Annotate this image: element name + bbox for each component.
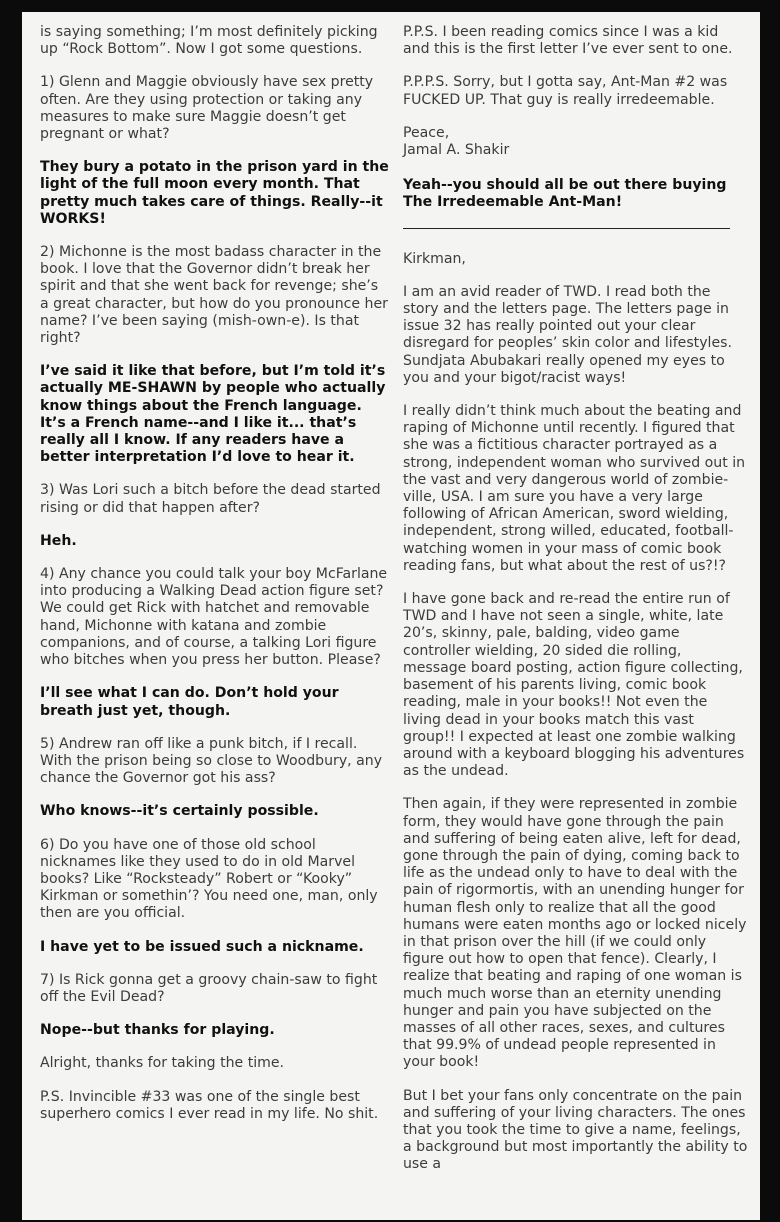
letter-paragraph: I am an avid reader of TWD. I read both the story and the letters page. The letters page in issue 32 has really pointed out your clear disregard for peoples’ skin color and lifestyles. Sundjata Abubakari really opened my eyes to you and your bigot/racist ways! xyxy=(403,283,732,386)
editor-reply: I’ll see what I can do. Don’t hold your breath just yet, though. xyxy=(40,685,339,719)
letter-paragraph: Alright, thanks for taking the time. xyxy=(40,1055,285,1072)
right-column xyxy=(403,24,749,1190)
editor-reply: I have yet to be issued such a nickname. xyxy=(40,938,364,955)
letter-paragraph: 5) Andrew ran off like a punk bitch, if I recall. With the prison being so close to Woodbury, any chance the Governor got his ass? xyxy=(40,735,383,787)
editor-reply: Nope--but thanks for playing. xyxy=(40,1022,275,1039)
letter-paragraph: 6) Do you have one of those old school nicknames like they used to do in old Marvel books? Like “Rocksteady” Robert or “Kooky” Kirkman or somethin’? You need one, man, only then are you official. xyxy=(40,836,378,922)
letter-signature xyxy=(403,125,749,159)
letter-paragraph: Then again, if they were represented in zombie form, they would have gone through the pain and suffering of being eaten alive, left for dead, gone through the pain of dying, coming back to life as the undead only to have to deal with the pain of rigormortis, with an unending hunger for human flesh only to realize that all the good humans were eaten months ago or locked nicely in that prison over the hill (if we could only figure out how to open that fence). Clearly, I realize that beating and raping of one woman is much much worse than an eternity unending hunger and pain you have subjected on the masses of all other races, sexes, and cultures that 99.9% of undead people represented in your book! xyxy=(403,796,747,1071)
letter-paragraph: P.P.P.S. Sorry, but I gotta say, Ant-Man #2 was FUCKED UP. That guy is really irredeemable. xyxy=(403,74,728,108)
editor-reply: Heh. xyxy=(40,532,77,549)
letter-paragraph: But I bet your fans only concentrate on the pain and suffering of your living characters. The ones that you took the time to give a name, feelings, a background but most importantly the ability to use a xyxy=(403,1087,748,1173)
left-column xyxy=(40,24,390,1139)
letter-divider xyxy=(403,228,730,229)
letter-paragraph: is saying something; I’m most definitely picking up “Rock Bottom”. Now I got some questions. xyxy=(40,24,378,58)
editor-reply: Who knows--it’s certainly possible. xyxy=(40,803,319,820)
letter-paragraph: P.P.S. I been reading comics since I was a kid and this is the first letter I’ve ever sent to one. xyxy=(403,24,733,58)
letter-paragraph: 7) Is Rick gonna get a groovy chain-saw to fight off the Evil Dead? xyxy=(40,971,378,1005)
letter-salutation: Kirkman, xyxy=(403,250,466,267)
letter-paragraph: 3) Was Lori such a bitch before the dead started rising or did that happen after? xyxy=(40,482,381,516)
letter-paragraph: P.S. Invincible #33 was one of the single best superhero comics I ever read in my life. No shit. xyxy=(40,1088,379,1122)
letter-paragraph: I have gone back and re-read the entire run of TWD and I have not seen a single, white, late 20’s, skinny, pale, balding, video game controller wielding, 20 sided die rolling, message board posting, action figure collecting, basement of his parents living, comic book reading, male in your books!! Not even the living dead in your books match this vast group!! I expected at least one zombie walking around with a keyboard blogging his adventures as the undead. xyxy=(403,591,745,780)
editor-reply: Yeah--you should all be out there buying The Irredeemable Ant-Man! xyxy=(403,177,727,211)
letters-page xyxy=(22,12,760,1220)
letter-paragraph: 2) Michonne is the most badass character in the book. I love that the Governor didn’t break her spirit and that she went back for revenge; she’s a great character, but how do you pronounce her name? I’ve been saying (mish-own-e). Is that right? xyxy=(40,244,388,347)
signature-name: Jamal A. Shakir xyxy=(403,142,510,159)
editor-reply: I’ve said it like that before, but I’m told it’s actually ME-SHAWN by people who actually know things about the French language. It’s a French name--and I like it... that’s really all I know. If any readers have a better interpretation I’d love to hear it. xyxy=(40,363,386,466)
signature-closing: Peace, xyxy=(403,124,450,141)
letter-paragraph: I really didn’t think much about the beating and raping of Michonne until recently. I figured that she was a fictitious character portrayed as a strong, independent woman who survived out in the vast and very dangerous world of zombie-ville, USA. I am sure you have a very large following of African American, sword wielding, independent, strong willed, educated, football-watching women in your mass of comic book reading fans, but what about the rest of us?!? xyxy=(403,403,746,574)
letter-paragraph: 1) Glenn and Maggie obviously have sex pretty often. Are they using protection or taking any measures to make sure Maggie doesn’t get pregnant or what? xyxy=(40,74,374,143)
letter-paragraph: 4) Any chance you could talk your boy McFarlane into producing a Walking Dead action figure set? We could get Rick with hatchet and removable hand, Michonne with katana and zombie companions, and of course, a talking Lori figure who bitches when you press her button. Please? xyxy=(40,566,388,669)
editor-reply: They bury a potato in the prison yard in the light of the full moon every month. That pretty much takes care of things. Really--it WORKS! xyxy=(40,159,389,227)
